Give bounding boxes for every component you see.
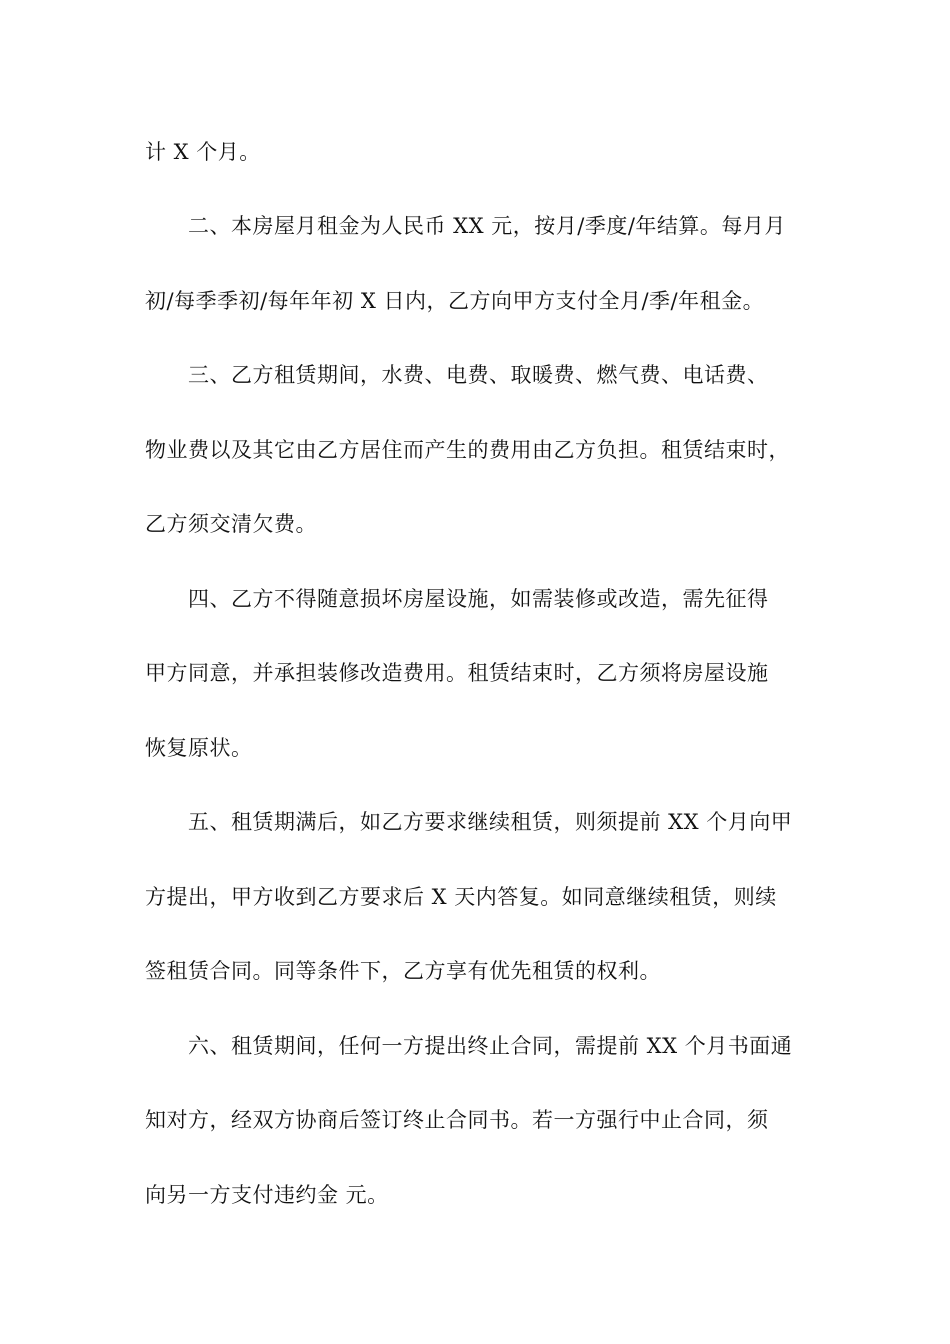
clause-4-line-3: 恢复原状。: [145, 736, 253, 760]
clause-5-line-2: 方提出，甲方收到乙方要求后 X 天内答复。如同意继续租赁，则续: [145, 885, 777, 909]
clause-3-line-3: 乙方须交清欠费。: [145, 512, 317, 536]
clause-5-line-1: 五、租赁期满后，如乙方要求继续租赁，则须提前 XX 个月向甲: [188, 810, 793, 834]
clause-3-line-2: 物业费以及其它由乙方居住而产生的费用由乙方负担。租赁结束时，: [145, 438, 790, 462]
clause-5-line-3: 签租赁合同。同等条件下，乙方享有优先租赁的权利。: [145, 959, 661, 983]
clause-6-line-1: 六、租赁期间，任何一方提出终止合同，需提前 XX 个月书面通: [188, 1034, 793, 1058]
clause-3-line-1: 三、乙方租赁期间，水费、电费、取暖费、燃气费、电话费、: [188, 363, 769, 387]
clause-6-line-3: 向另一方支付违约金 元。: [145, 1183, 389, 1207]
clause-2-line-2: 初/每季季初/每年年初 X 日内，乙方向甲方支付全月/季/年租金。: [145, 289, 765, 313]
clause-2-line-1: 二、本房屋月租金为人民币 XX 元，按月/季度/年结算。每月月: [188, 214, 786, 238]
clause-4-line-1: 四、乙方不得随意损坏房屋设施，如需装修或改造，需先征得: [188, 587, 769, 611]
clause-4-line-2: 甲方同意，并承担装修改造费用。租赁结束时，乙方须将房屋设施: [145, 661, 769, 685]
clause-6-line-2: 知对方，经双方协商后签订终止合同书。若一方强行中止合同，须: [145, 1108, 769, 1132]
text-line-1: 计 X 个月。: [145, 140, 261, 164]
